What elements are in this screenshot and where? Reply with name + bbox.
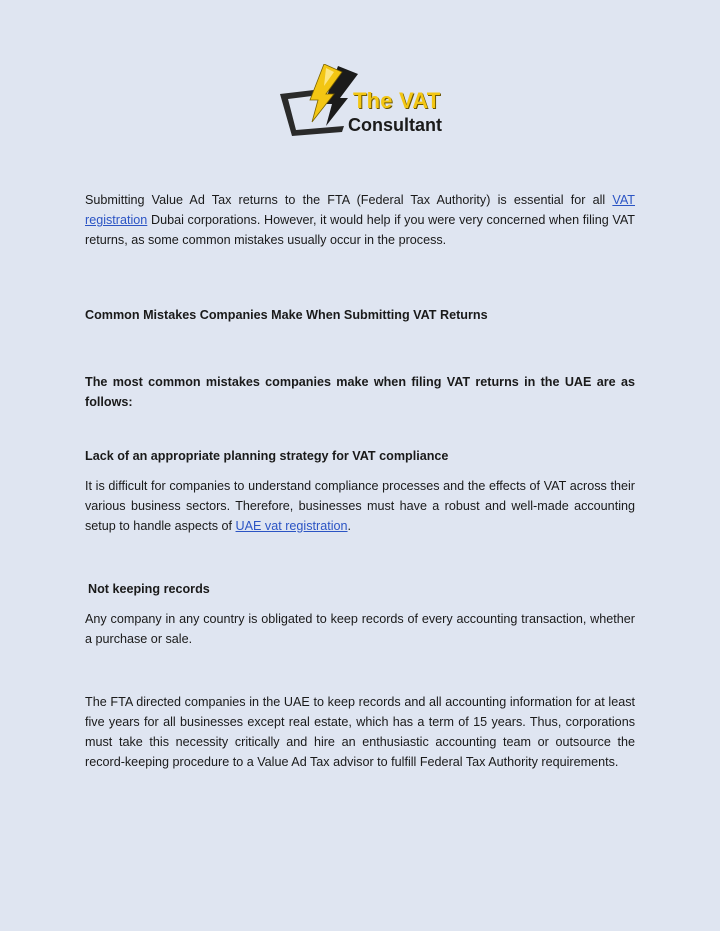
heading-lack-of-planning: Lack of an appropriate planning strategy for VAT compliance <box>85 449 449 463</box>
fta-paragraph: The FTA directed companies in the UAE to keep records and all accounting information for at least five years for all businesses except real estate, which has a term of 15 years. Thus, corporations must take this necessity critically and hire an enthusiastic accounting team or outsource the record-keeping procedure to a Value Ad Tax advisor to fulfill Federal Tax Authority requirements. <box>85 695 635 769</box>
logo-text-primary: The VAT <box>353 88 441 113</box>
most-common-paragraph: The most common mistakes companies make when filing VAT returns in the UAE are as follows: <box>85 375 635 409</box>
vat-registration-link[interactable]: VAT registration <box>85 193 635 227</box>
intro-text-before: Submitting Value Ad Tax returns to the FTA (Federal Tax Authority) is essential for all <box>85 193 613 207</box>
heading-common-mistakes: Common Mistakes Companies Make When Submitting VAT Returns <box>85 308 488 322</box>
company-logo <box>276 64 456 140</box>
lack-text-before: It is difficult for companies to understand compliance processes and the effects of VAT across their various business sectors. Therefore, businesses must have a robust and well-made accounting setup to handle aspects of <box>85 479 635 533</box>
intro-text-after: Dubai corporations. However, it would help if you were very concerned when filing VAT returns, as some common mistakes usually occur in the process. <box>85 213 635 247</box>
lack-text-after: . <box>347 519 352 533</box>
any-company-paragraph: Any company in any country is obligated to keep records of every accounting transaction, whether a purchase or sale. <box>85 612 635 646</box>
logo-text-secondary: Consultant <box>348 115 442 135</box>
intro-paragraph <box>85 190 635 250</box>
uae-vat-registration-link[interactable]: UAE vat registration <box>235 519 348 533</box>
heading-not-keeping-records: Not keeping records <box>88 582 210 596</box>
document-body <box>85 190 635 772</box>
lack-paragraph <box>85 476 635 536</box>
